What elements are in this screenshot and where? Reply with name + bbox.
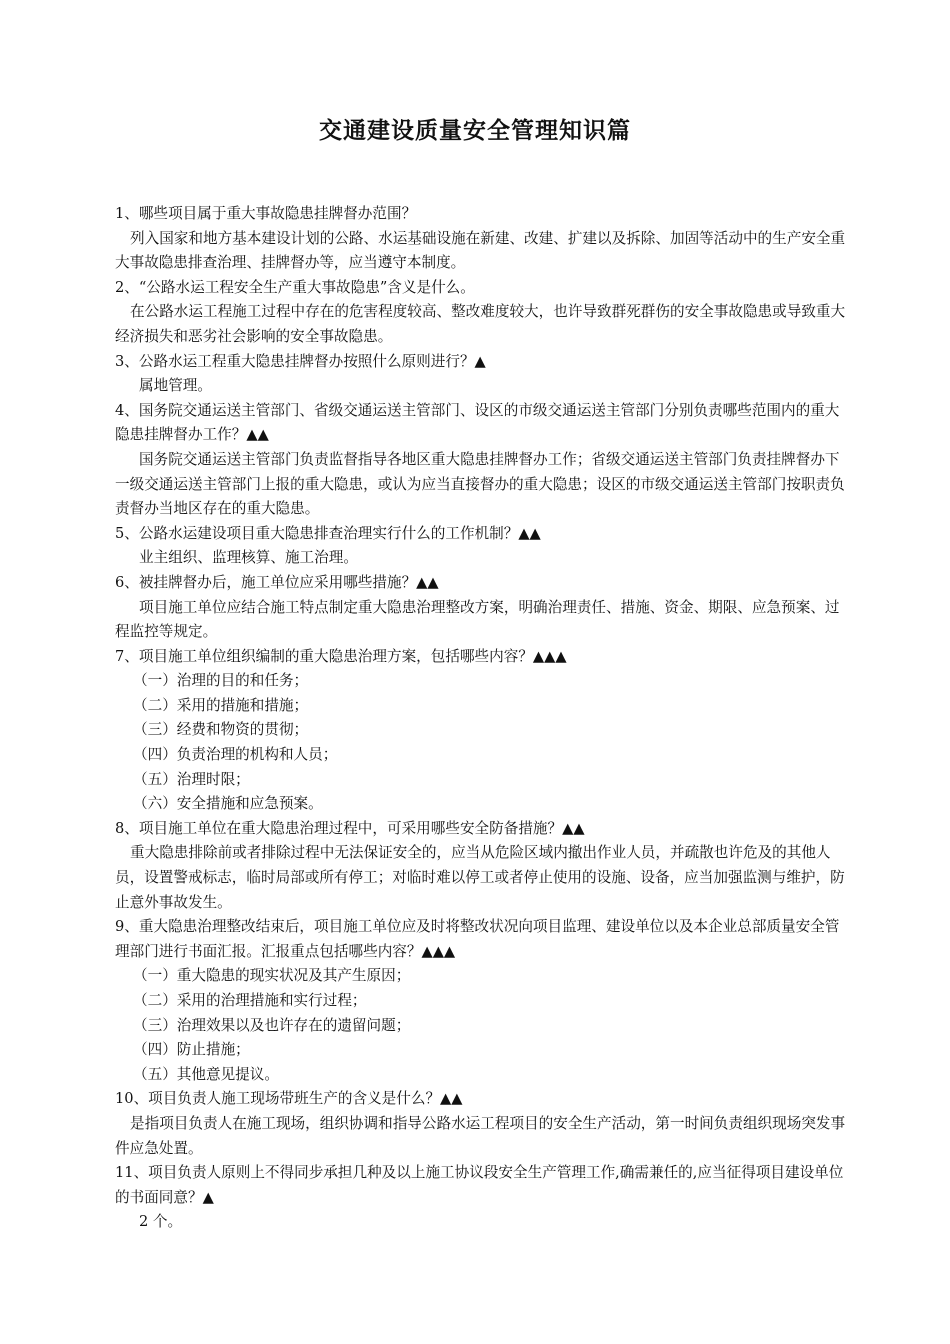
question-7: 7、项目施工单位组织编制的重大隐患治理方案，包括哪些内容？▲▲▲ <box>115 647 567 665</box>
question-11: 11、项目负责人原则上不得同步承担几种及以上施工协议段安全生产管理工作,确需兼任的,应当征得项目建设单位的书面同意？▲ <box>115 1164 844 1206</box>
answer-8: 重大隐患排除前或者排除过程中无法保证安全的，应当从危险区域内撤出作业人员，并疏散也许危及的其他人员，设置警戒标志，临时局部或所有停工；对临时难以停工或者停止使用的设施、设备，应当加强监测与维护，防止意外事故发生。 <box>115 844 845 911</box>
list-item: （三）经费和物资的贯彻； <box>133 721 309 739</box>
document-title: 交通建设质量安全管理知识篇 <box>319 117 631 144</box>
answer-4: 国务院交通运送主管部门负责监督指导各地区重大隐患挂牌督办工作；省级交通运送主管部门负责挂牌督办下一级交通运送主管部门上报的重大隐患，或认为应当直接督办的重大隐患；设区的市级交通运送主管部门按职责负责督办当地区存在的重大隐患。 <box>115 450 845 518</box>
list-item: （二）采用的治理措施和实行过程； <box>133 992 367 1009</box>
answer-1: 列入国家和地方基本建设计划的公路、水运基础设施在新建、改建、扩建以及拆除、加固等活动中的生产安全重大事故隐患排查治理、挂牌督办等，应当遵守本制度。 <box>115 229 846 272</box>
question-9: 9、重大隐患治理整改结束后，项目施工单位应及时将整改状况向项目监理、建设单位以及本企业总部质量安全管理部门进行书面汇报。汇报重点包括哪些内容？▲▲▲ <box>115 918 840 960</box>
list-item: （一）重大隐患的现实状况及其产生原因； <box>133 967 411 985</box>
question-5: 5、公路水运建设项目重大隐患排查治理实行什么的工作机制？▲▲ <box>115 524 541 542</box>
answer-6: 项目施工单位应结合施工特点制定重大隐患治理整改方案，明确治理责任、措施、资金、期限、应急预案、过程监控等规定。 <box>115 598 840 641</box>
answer-11: 2 个。 <box>139 1213 183 1231</box>
answer-5: 业主组织、监理核算、施工治理。 <box>139 549 358 567</box>
list-item: （六）安全措施和应急预案。 <box>133 795 323 813</box>
list-item: （一）治理的目的和任务； <box>133 672 309 690</box>
question-3: 3、公路水运工程重大隐患挂牌督办按照什么原则进行？▲ <box>115 352 486 370</box>
question-10: 10、项目负责人施工现场带班生产的含义是什么？▲▲ <box>115 1090 463 1108</box>
list-item: （三）治理效果以及也许存在的遗留问题； <box>133 1016 411 1034</box>
question-1: 1、哪些项目属于重大事故隐患挂牌督办范围？ <box>115 205 417 222</box>
answer-10: 是指项目负责人在施工现场，组织协调和指导公路水运工程项目的安全生产活动，第一时间负责组织现场突发事件应急处置。 <box>115 1114 846 1157</box>
list-item: （五）治理时限； <box>133 770 250 788</box>
document-body <box>115 202 853 1235</box>
list-item: （四）防止措施； <box>133 1041 250 1059</box>
question-2: 2、“公路水运工程安全生产重大事故隐患”含义是什么。 <box>115 278 475 296</box>
question-4: 4、国务院交通运送主管部门、省级交通运送主管部门、设区的市级交通运送主管部门分别负责哪些范围内的重大隐患挂牌督办工作？▲▲ <box>115 401 840 444</box>
list-item: （四）负责治理的机构和人员； <box>133 746 338 764</box>
answer-3: 属地管理。 <box>139 377 212 395</box>
list-item: （五）其他意见提议。 <box>133 1065 279 1083</box>
answer-2: 在公路水运工程施工过程中存在的危害程度较高、整改难度较大，也许导致群死群伤的安全事故隐患或导致重大经济损失和恶劣社会影响的安全事故隐患。 <box>115 303 846 345</box>
list-item: （二）采用的措施和措施； <box>133 696 309 714</box>
question-6: 6、被挂牌督办后，施工单位应采用哪些措施？▲▲ <box>115 573 439 591</box>
question-8: 8、项目施工单位在重大隐患治理过程中，可采用哪些安全防备措施？▲▲ <box>115 819 585 837</box>
